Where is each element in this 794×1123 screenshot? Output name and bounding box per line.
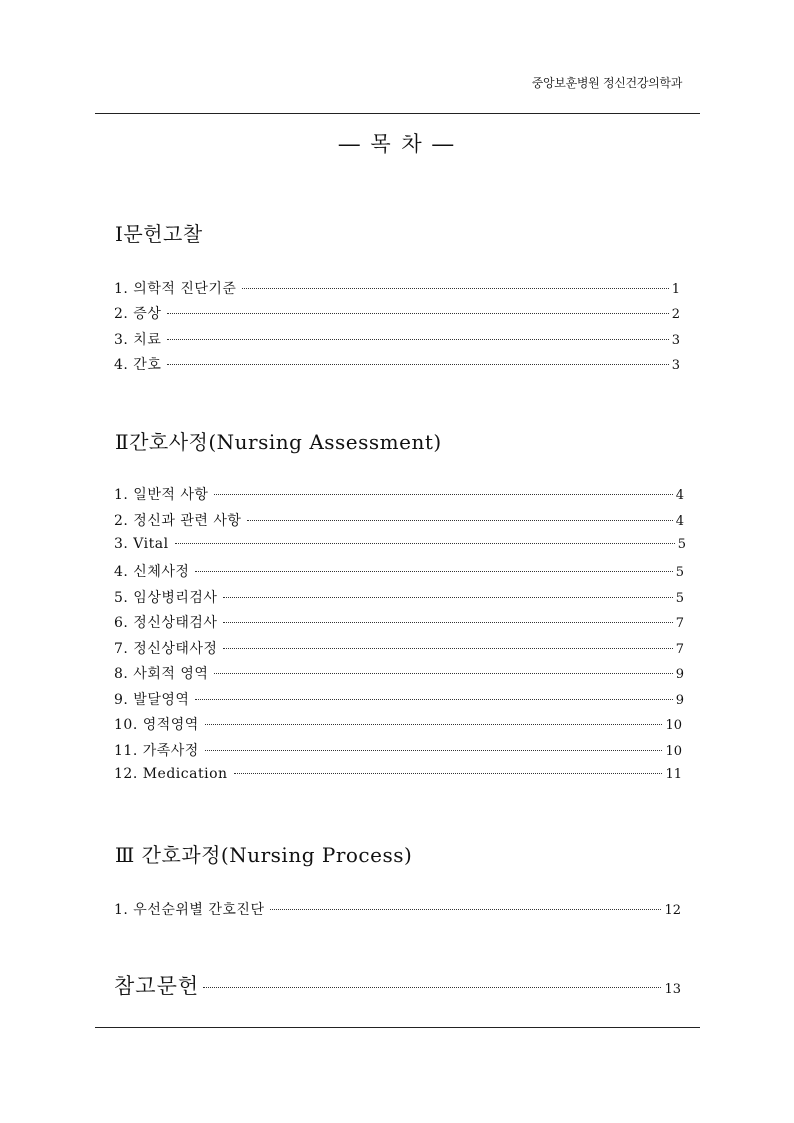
dot-leader [205, 724, 663, 725]
toc-entry-label: 10. 영적영역 [114, 717, 199, 733]
toc-entry[interactable] [114, 638, 684, 658]
toc-entry[interactable] [114, 536, 686, 556]
toc-entry[interactable] [114, 663, 684, 683]
toc-entry-page: 12 [664, 903, 681, 918]
section-heading-literature-review: Ⅰ문헌고찰 [115, 222, 203, 246]
toc-entry-page: 1 [671, 282, 680, 297]
toc-entry[interactable] [114, 510, 684, 530]
toc-entry-label: 2. 정신과 관련 사항 [114, 513, 242, 529]
footer-rule [95, 1027, 700, 1028]
dot-leader [175, 543, 675, 544]
toc-entry[interactable] [114, 354, 680, 374]
toc-entry-page: 5 [677, 537, 686, 552]
dot-leader [195, 699, 672, 700]
toc-entry-label: 3. 치료 [114, 332, 162, 348]
toc-entry[interactable] [114, 561, 684, 581]
references-page: 13 [664, 982, 681, 997]
dot-leader [270, 909, 661, 910]
toc-entry-page: 5 [675, 591, 684, 606]
toc-entry[interactable] [114, 766, 682, 786]
toc-entry-references[interactable] [114, 970, 681, 998]
toc-entry-page: 10 [665, 718, 682, 733]
toc-entry-label: 1. 의학적 진단기준 [114, 281, 237, 297]
section-heading-nursing-assessment: Ⅱ간호사정(Nursing Assessment) [115, 430, 442, 454]
dot-leader [247, 520, 672, 521]
toc-entry-page: 4 [675, 488, 684, 503]
toc-entry-label: 4. 간호 [114, 357, 162, 373]
toc-entry[interactable] [114, 587, 684, 607]
toc-entry-page: 3 [671, 358, 680, 373]
toc-entry[interactable] [114, 484, 684, 504]
document-title: ― 목 차 ― [338, 132, 456, 156]
toc-entry-page: 9 [675, 693, 684, 708]
toc-entry[interactable] [114, 329, 680, 349]
dot-leader [205, 750, 663, 751]
dot-leader [223, 648, 672, 649]
dot-leader [214, 494, 672, 495]
dot-leader [242, 288, 668, 289]
dot-leader [195, 571, 672, 572]
section-heading-nursing-process: Ⅲ 간호과정(Nursing Process) [115, 843, 413, 867]
toc-entry-page: 7 [675, 616, 684, 631]
dot-leader [167, 364, 668, 365]
toc-entry-page: 2 [671, 307, 680, 322]
toc-entry-label: 12. Medication [114, 766, 228, 782]
toc-entry-page: 7 [675, 642, 684, 657]
toc-entry[interactable] [114, 689, 684, 709]
header-institution: 중앙보훈병원 정신건강의학과 [531, 76, 682, 90]
toc-entry[interactable] [114, 899, 681, 919]
toc-entry-label: 1. 우선순위별 간호진단 [114, 902, 265, 918]
toc-entry-page: 11 [665, 767, 682, 782]
dot-leader [234, 773, 663, 774]
dot-leader [167, 339, 668, 340]
toc-entry-page: 9 [675, 667, 684, 682]
toc-entry-label: 6. 정신상태검사 [114, 615, 218, 631]
dot-leader [214, 673, 672, 674]
toc-entry-label: 7. 정신상태사정 [114, 641, 218, 657]
toc-entry-page: 3 [671, 333, 680, 348]
toc-entry-label: 11. 가족사정 [114, 743, 199, 759]
dot-leader [223, 622, 672, 623]
toc-entry-page: 10 [665, 744, 682, 759]
toc-entry[interactable] [114, 303, 680, 323]
toc-entry[interactable] [114, 740, 682, 760]
toc-entry[interactable] [114, 714, 682, 734]
toc-entry-label: 8. 사회적 영역 [114, 666, 209, 682]
dot-leader [167, 313, 668, 314]
toc-entry-page: 4 [675, 514, 684, 529]
dot-leader [223, 597, 672, 598]
toc-entry-label: 4. 신체사정 [114, 564, 190, 580]
references-label: 참고문헌 [114, 974, 200, 998]
toc-entry-label: 9. 발달영역 [114, 692, 190, 708]
dot-leader [203, 987, 661, 988]
toc-entry-label: 1. 일반적 사항 [114, 487, 209, 503]
toc-entry[interactable] [114, 278, 680, 298]
toc-entry-page: 5 [675, 565, 684, 580]
toc-entry-label: 5. 임상병리검사 [114, 590, 218, 606]
toc-entry[interactable] [114, 612, 684, 632]
toc-entry-label: 2. 증상 [114, 306, 162, 322]
toc-entry-label: 3. Vital [114, 536, 169, 552]
header-rule [95, 113, 700, 114]
